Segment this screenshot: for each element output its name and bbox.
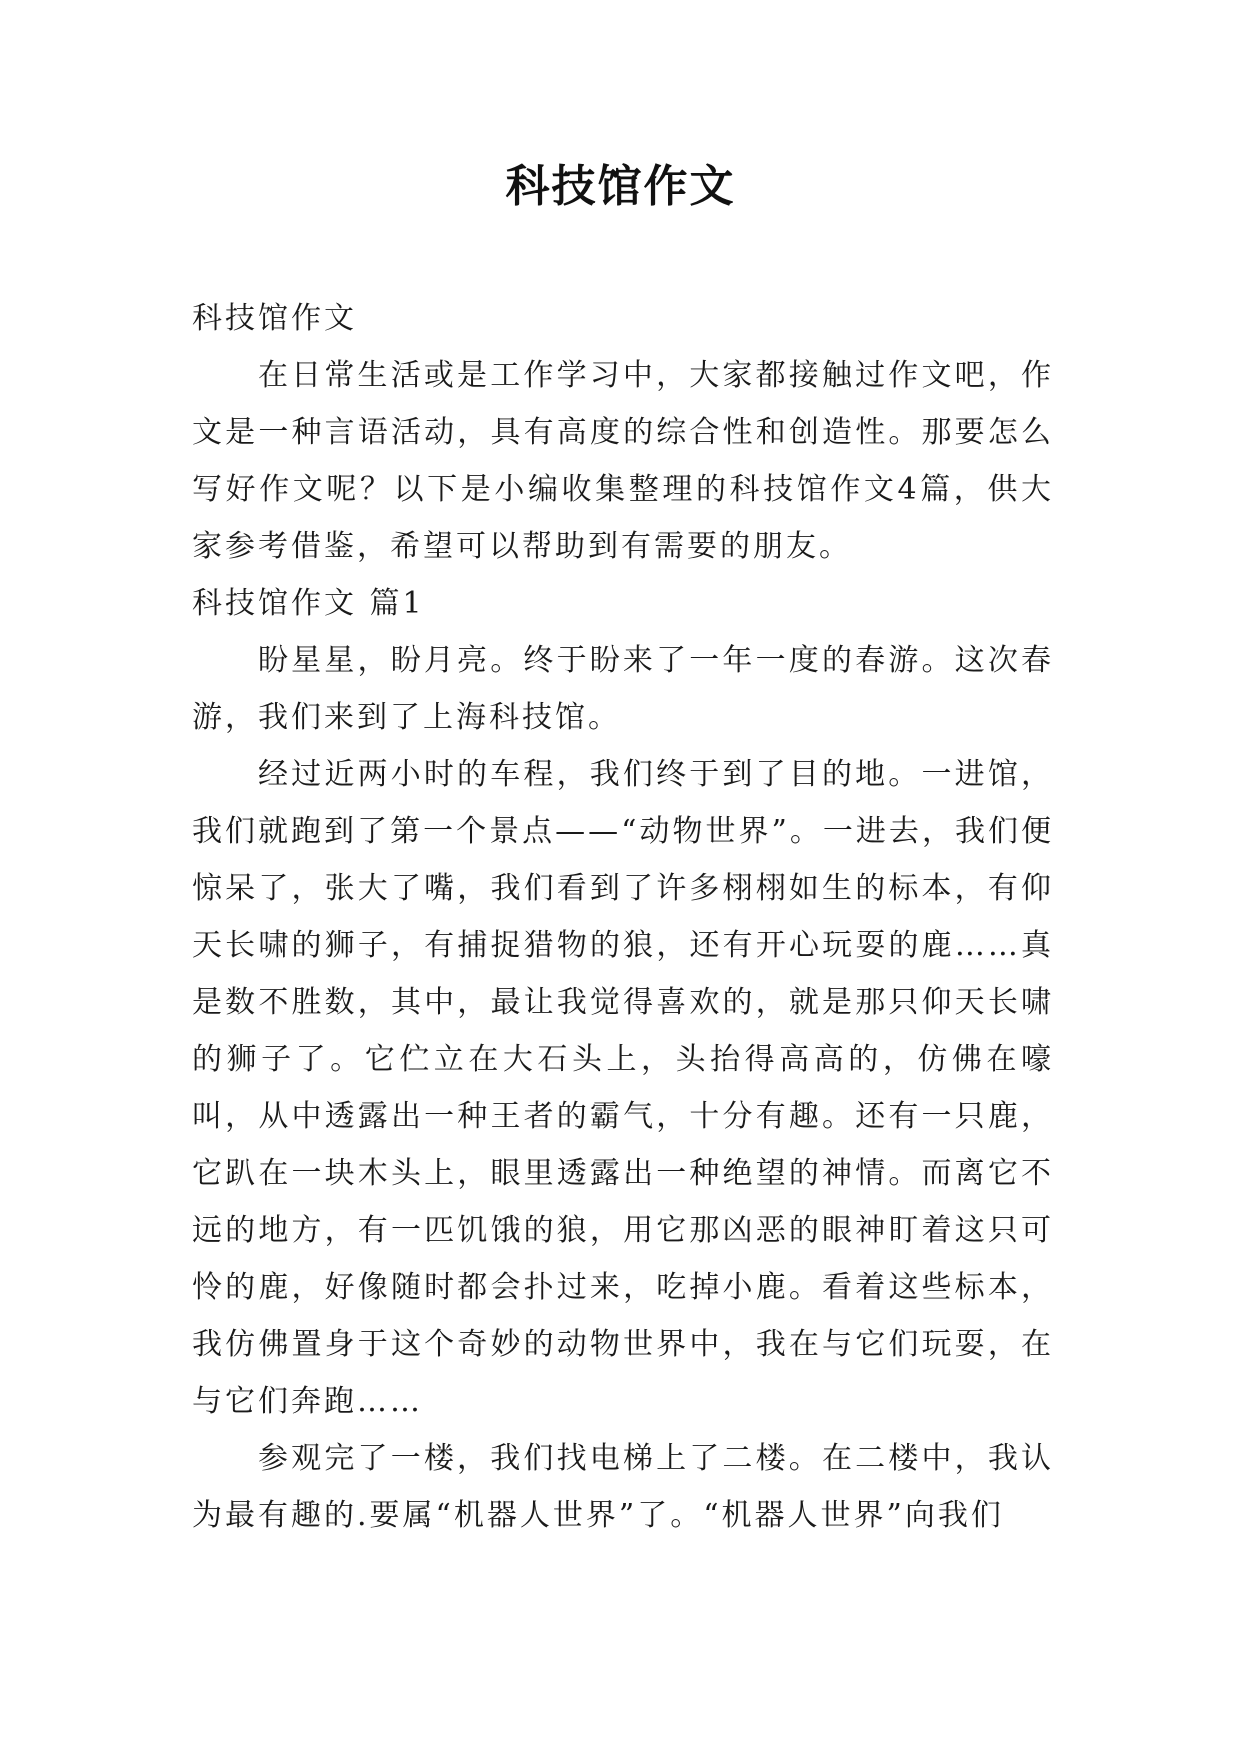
document-title: 科技馆作文 — [505, 161, 736, 212]
document-body — [192, 290, 1054, 1544]
body-paragraph: 盼星星，盼月亮。终于盼来了一年一度的春游。这次春游，我们来到了上海科技馆。 — [192, 643, 1054, 735]
body-paragraph: 参观完了一楼，我们找电梯上了二楼。在二楼中，我认为最有趣的.要属“机器人世界”了。“机器人世界”向我们 — [192, 1441, 1054, 1533]
intro-heading: 科技馆作文 — [192, 301, 357, 336]
section-heading: 科技馆作文 篇1 — [192, 586, 425, 621]
body-paragraph: 经过近两小时的车程，我们终于到了目的地。一进馆，我们就跑到了第一个景点——“动物世界”。一进去，我们便惊呆了，张大了嘴，我们看到了许多栩栩如生的标本，有仰天长啸的狮子，有捕捉猎物的狼，还有开心玩耍的鹿……真是数不胜数，其中，最让我觉得喜欢的，就是那只仰天长啸的狮子了。它伫立在大石头上，头抬得高高的，仿佛在嚎叫，从中透露出一种王者的霸气，十分有趣。还有一只鹿，它趴在一块木头上，眼里透露出一种绝望的神情。而离它不远的地方，有一匹饥饿的狼，用它那凶恶的眼神盯着这只可怜的鹿，好像随时都会扑过来，吃掉小鹿。看着这些标本，我仿佛置身于这个奇妙的动物世界中，我在与它们玩耍，在与它们奔跑…… — [192, 757, 1054, 1419]
intro-paragraph: 在日常生活或是工作学习中，大家都接触过作文吧，作文是一种言语活动，具有高度的综合性和创造性。那要怎么写好作文呢？以下是小编收集整理的科技馆作文4篇，供大家参考借鉴，希望可以帮助到有需要的朋友。 — [192, 358, 1054, 564]
